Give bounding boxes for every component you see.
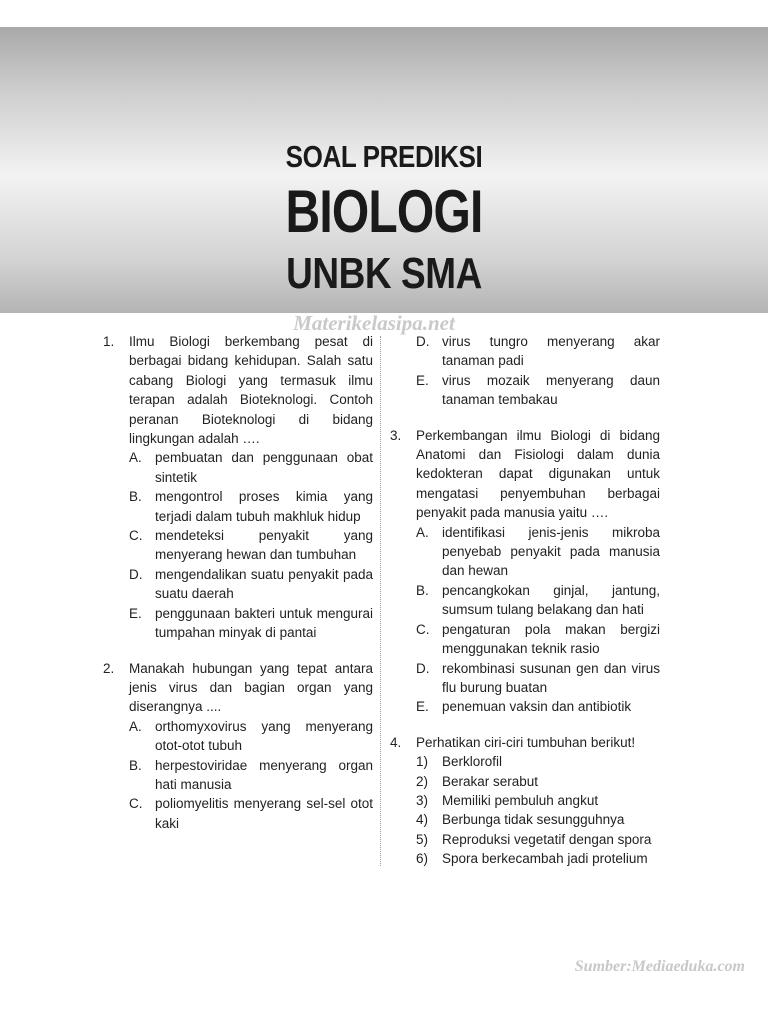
item-number: 4) (416, 812, 429, 828)
list-item (416, 752, 660, 771)
question-number: 1. (103, 334, 115, 349)
question-2 (103, 659, 373, 834)
option-label: A. (129, 718, 142, 734)
left-column (103, 332, 373, 833)
option-text: herpestoviridae menyerang organ hati manusia (155, 757, 373, 792)
list-item (416, 810, 660, 829)
option-b (129, 756, 373, 795)
question-1 (103, 332, 373, 643)
option-label: E. (129, 605, 142, 621)
question-text: Perkembangan ilmu Biologi di bidang Anatomi dan Fisiologi dalam dunia kedokteran dapat digunakan untuk mengatasi penyembuhan berbagai penyakit pada manusia yaitu …. (416, 427, 660, 521)
option-text: virus mozaik menyerang daun tanaman tembakau (442, 372, 660, 408)
item-number: 5) (416, 831, 429, 847)
option-d (416, 332, 660, 371)
right-column (390, 332, 660, 869)
option-label: A. (416, 524, 429, 540)
option-e (416, 371, 660, 410)
option-text: mendeteksi penyakit yang menyerang hewan dan tumbuhan (155, 528, 373, 563)
title-line-unbk-sma: UNBK SMA (286, 249, 482, 298)
option-text: poliomyelitis menyerang sel-sel otot kaki (155, 796, 373, 831)
question-2-continued (390, 332, 660, 410)
title-banner (0, 27, 768, 313)
option-label: C. (129, 528, 143, 544)
item-number: 2) (416, 773, 429, 789)
item-number: 6) (416, 851, 429, 867)
item-number: 3) (416, 792, 429, 808)
option-text: penemuan vaksin dan antibiotik (442, 699, 632, 715)
option-label: B. (416, 582, 429, 598)
option-text: pencangkokan ginjal, jantung, sumsum tulang belakang dan hati (442, 582, 660, 618)
list-item (416, 772, 660, 791)
option-c (416, 620, 660, 659)
question-number: 4. (390, 734, 402, 750)
option-label: E. (416, 372, 429, 388)
item-text: Spora berkecambah jadi protelium (442, 851, 648, 867)
option-label: B. (129, 489, 142, 505)
option-text: pembuatan dan penggunaan obat sintetik (155, 450, 373, 485)
question-number: 3. (390, 427, 402, 443)
option-text: virus tungro menyerang akar tanaman padi (442, 334, 660, 369)
question-4 (390, 733, 660, 869)
option-e (416, 697, 660, 716)
option-e (129, 604, 373, 643)
option-label: E. (416, 699, 429, 715)
option-b (416, 581, 660, 620)
column-divider (380, 336, 381, 866)
watermark-top: Materikelasipa.net (293, 311, 455, 335)
option-a (129, 448, 373, 487)
option-a (129, 717, 373, 756)
option-b (129, 487, 373, 526)
option-text: mengontrol proses kimia yang terjadi dalam tubuh makhluk hidup (155, 489, 373, 524)
watermark-bottom: Sumber:Mediaeduka.com (574, 958, 745, 975)
option-d (416, 659, 660, 698)
option-c (129, 794, 373, 833)
item-text: Berakar serabut (442, 773, 539, 789)
option-label: B. (129, 757, 142, 773)
list-item (416, 791, 660, 810)
option-label: D. (416, 660, 430, 676)
item-number: 1) (416, 754, 429, 770)
option-d (129, 565, 373, 604)
title-line-soal-prediksi: SOAL PREDIKSI (285, 139, 483, 174)
item-text: Berklorofil (442, 754, 503, 770)
option-label: A. (129, 450, 142, 466)
option-text: mengendalikan suatu penyakit pada suatu daerah (155, 566, 373, 602)
item-text: Memiliki pembuluh angkut (442, 792, 599, 808)
question-text: Manakah hubungan yang tepat antara jenis virus dan bagian organ yang diserangnya .... (129, 660, 373, 715)
title-line-biologi: BIOLOGI (285, 178, 483, 245)
option-label: C. (129, 796, 143, 812)
question-text: Ilmu Biologi berkembang pesat di berbagai bidang kehidupan. Salah satu cabang Biologi yang termasuk ilmu terapan adalah Bioteknologi. Contoh peranan Bioteknologi di bidang lingkungan adalah …. (129, 334, 373, 447)
option-text: orthomyxovirus yang menyerang otot-otot tubuh (155, 718, 373, 754)
item-text: Berbunga tidak sesungguhnya (442, 812, 625, 828)
question-3 (390, 426, 660, 717)
option-label: C. (416, 621, 430, 637)
list-item (416, 830, 660, 849)
option-text: pengaturan pola makan bergizi menggunakan teknik rasio (442, 621, 660, 657)
item-text: Reproduksi vegetatif dengan spora (442, 831, 652, 847)
question-text: Perhatikan ciri-ciri tumbuhan berikut! (416, 734, 636, 750)
option-c (129, 526, 373, 565)
option-text: identifikasi jenis-jenis mikroba penyebab penyakit pada manusia dan hewan (442, 524, 660, 579)
question-number: 2. (103, 660, 115, 676)
option-text: penggunaan bakteri untuk mengurai tumpahan minyak di pantai (155, 605, 373, 641)
option-text: rekombinasi susunan gen dan virus flu burung buatan (442, 660, 660, 695)
option-a (416, 523, 660, 581)
list-item (416, 849, 660, 868)
option-label: D. (416, 334, 430, 349)
option-label: D. (129, 566, 143, 582)
